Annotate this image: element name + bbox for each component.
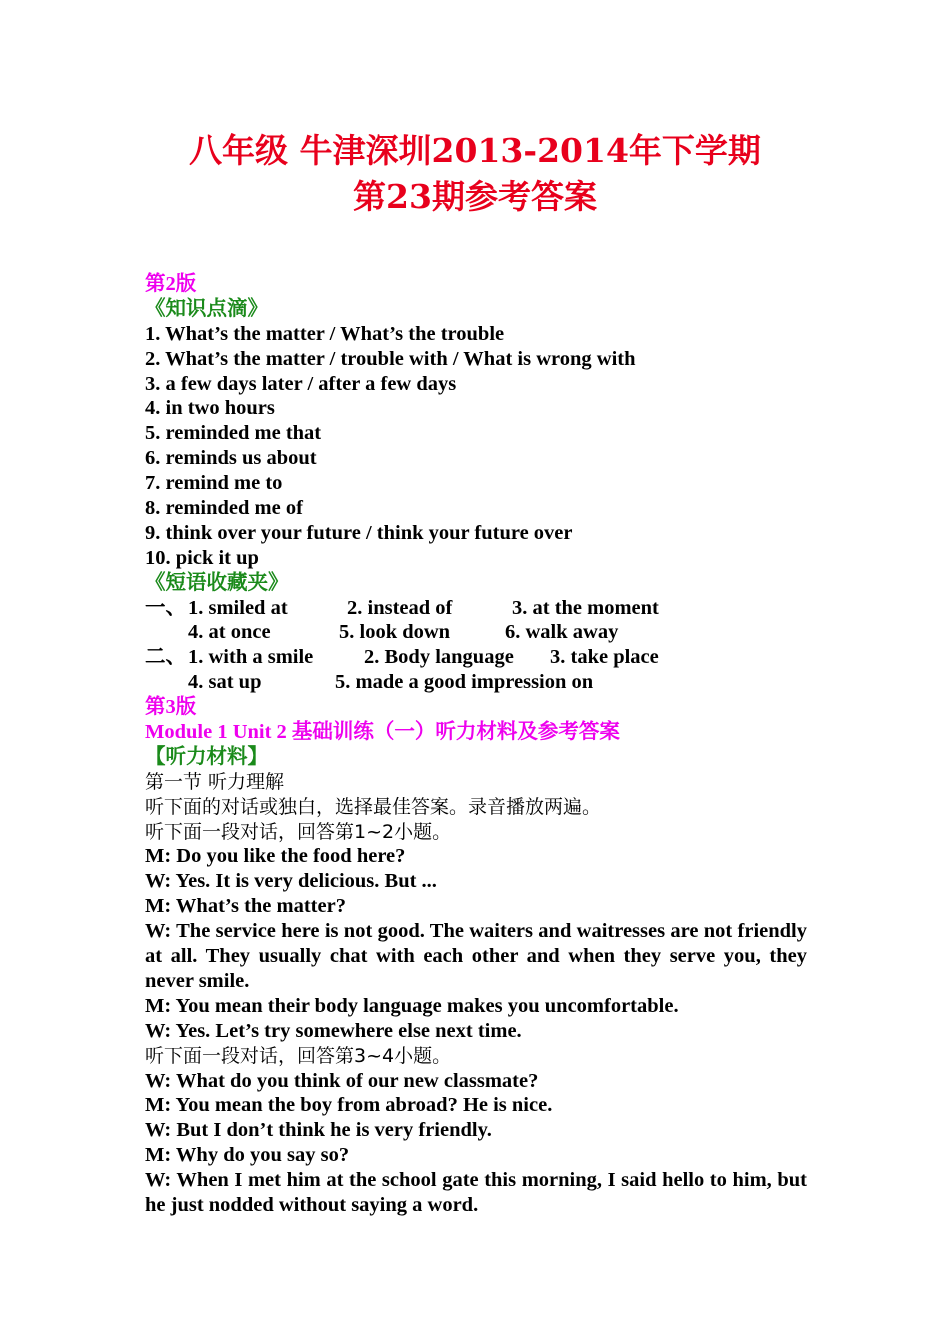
module-heading: Module 1 Unit 2 基础训练（一）听力材料及参考答案 — [145, 721, 620, 744]
question-intro: 听下面一段对话，回答第3~4小题。 — [145, 1044, 452, 1067]
phrase-group2-row2 — [145, 670, 807, 695]
dialogue-line: W: The service here is not good. The waiters and waitresses are not friendly at all. They usually chat with each other and when they serve you, they never smile. — [145, 920, 807, 992]
document-body — [145, 272, 807, 1218]
phrase-group1-row2 — [145, 620, 807, 645]
dialogue-line: M: You mean the boy from abroad? He is nice. — [145, 1094, 553, 1117]
knowledge-item: 9. think over your future / think your future over — [145, 521, 573, 544]
knowledge-item: 1. What’s the matter / What’s the trouble — [145, 322, 505, 345]
phrase-answer: 2. instead of — [347, 596, 453, 619]
dialogue-line: W: Yes. Let’s try somewhere else next time. — [145, 1019, 522, 1042]
knowledge-item: 4. in two hours — [145, 397, 275, 420]
phrase-answer: 2. Body language — [364, 646, 514, 669]
phrase-group1-row1 — [145, 596, 807, 621]
knowledge-item: 5. reminded me that — [145, 422, 322, 445]
page3-label: 第3版 — [145, 696, 197, 719]
knowledge-item: 8. reminded me of — [145, 497, 303, 520]
phrase-group2-row1 — [145, 645, 807, 670]
phrase-answer: 1. with a smile — [188, 646, 314, 669]
phrase-answer: 5. made a good impression on — [335, 671, 594, 694]
group1-prefix: 一、 — [145, 596, 186, 619]
title-line-1: 八年级 牛津深圳2013-2014年下学期 — [189, 131, 761, 170]
listening-heading: 【听力材料】 — [145, 745, 268, 768]
phrase-answer: 3. take place — [550, 646, 659, 669]
page2-label: 第2版 — [145, 273, 197, 295]
phrase-answer: 4. at once — [188, 621, 271, 644]
part1-heading: 第一节 听力理解 — [145, 770, 285, 793]
phrase-answer: 3. at the moment — [512, 596, 659, 619]
dialogue-line: M: Why do you say so? — [145, 1144, 350, 1167]
dialogue-line: W: What do you think of our new classmate? — [145, 1069, 539, 1092]
knowledge-item: 10. pick it up — [145, 546, 259, 569]
dialogue-line: W: But I don’t think he is very friendly. — [145, 1119, 492, 1142]
group2-prefix: 二、 — [145, 646, 186, 669]
question-intro: 听下面一段对话，回答第1~2小题。 — [145, 820, 452, 843]
title-line-2: 第23期参考答案 — [353, 177, 597, 216]
knowledge-item: 7. remind me to — [145, 472, 283, 495]
dialogue-line: M: Do you like the food here? — [145, 845, 406, 868]
phrase-answer: 4. sat up — [188, 671, 262, 694]
dialogue-line: M: What’s the matter? — [145, 895, 346, 918]
knowledge-item: 3. a few days later / after a few days — [145, 372, 457, 395]
dialogue-line: M: You mean their body language makes you uncomfortable. — [145, 994, 679, 1017]
dialogue-line: W: Yes. It is very delicious. But ... — [145, 870, 437, 893]
phrase-heading: 《短语收藏夹》 — [145, 571, 289, 594]
dialogue-line: W: When I met him at the school gate this morning, I said hello to him, but he just nodded without saying a word. — [145, 1169, 807, 1217]
knowledge-item: 2. What’s the matter / trouble with / What is wrong with — [145, 347, 636, 370]
instruction-text: 听下面的对话或独白，选择最佳答案。录音播放两遍。 — [145, 795, 602, 818]
knowledge-item: 6. reminds us about — [145, 447, 317, 470]
phrase-answer: 6. walk away — [505, 621, 619, 644]
phrase-answer: 5. look down — [339, 621, 451, 644]
knowledge-heading: 《知识点滴》 — [145, 297, 268, 320]
document-title — [0, 128, 950, 220]
phrase-answer: 1. smiled at — [188, 596, 288, 619]
